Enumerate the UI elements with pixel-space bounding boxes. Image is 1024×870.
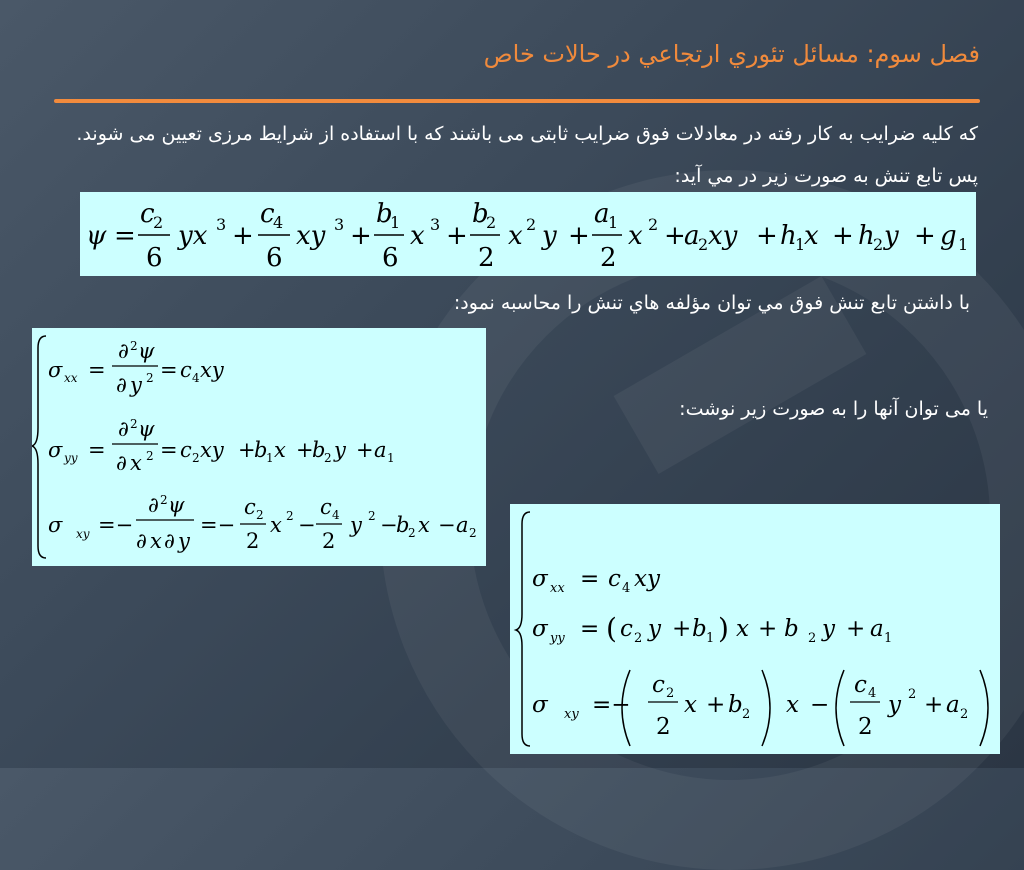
svg-text:=: = <box>88 358 106 382</box>
svg-text:2: 2 <box>153 213 164 232</box>
svg-text:σ: σ <box>532 692 548 718</box>
svg-text:+: + <box>446 221 468 251</box>
svg-text:h: h <box>858 221 875 251</box>
svg-text:2: 2 <box>368 509 376 523</box>
svg-text:=: = <box>160 438 178 462</box>
svg-text:1: 1 <box>608 213 619 232</box>
svg-text:4: 4 <box>192 371 200 385</box>
svg-text:b: b <box>784 616 799 642</box>
svg-text:=−: =− <box>98 513 134 537</box>
svg-text:+: + <box>232 221 254 251</box>
svg-text:y: y <box>334 438 346 462</box>
svg-text:−: − <box>298 513 316 537</box>
svg-text:+: + <box>350 221 372 251</box>
svg-text:2: 2 <box>130 339 138 353</box>
svg-text:y: y <box>542 221 557 251</box>
svg-text:ψ: ψ <box>168 493 185 517</box>
svg-text:∂: ∂ <box>118 339 129 363</box>
svg-text:2: 2 <box>808 631 817 646</box>
svg-text:c: c <box>608 566 621 592</box>
svg-text:yy: yy <box>64 451 78 465</box>
svg-text:+: + <box>756 221 778 251</box>
svg-text:x: x <box>786 692 799 718</box>
svg-text:2: 2 <box>742 707 751 722</box>
svg-text:2: 2 <box>160 493 168 507</box>
svg-text:+: + <box>672 616 692 642</box>
svg-text:c: c <box>244 495 256 519</box>
svg-text:y: y <box>648 616 661 642</box>
svg-text:(: ( <box>606 612 617 645</box>
svg-text:c: c <box>180 358 192 382</box>
svg-text:ψ: ψ <box>138 339 155 363</box>
svg-text:4: 4 <box>273 213 284 232</box>
svg-text:∂: ∂ <box>136 529 147 553</box>
svg-text:xy: xy <box>200 358 224 382</box>
svg-text:3: 3 <box>334 215 345 234</box>
svg-text:x: x <box>130 451 142 475</box>
svg-text:∂: ∂ <box>118 417 129 441</box>
svg-text:c: c <box>140 199 155 229</box>
svg-text:+: + <box>832 221 854 251</box>
svg-text:1: 1 <box>706 631 715 646</box>
svg-text:6: 6 <box>266 243 283 273</box>
svg-text:=: = <box>88 438 106 462</box>
svg-text:σ: σ <box>532 566 548 592</box>
svg-text:1: 1 <box>266 451 274 465</box>
svg-text:=−: =− <box>592 692 631 718</box>
svg-text:c: c <box>180 438 192 462</box>
svg-text:4: 4 <box>332 508 340 522</box>
svg-text:x: x <box>628 221 643 251</box>
svg-text:y: y <box>178 529 190 553</box>
svg-text:y: y <box>884 221 899 251</box>
svg-text:c: c <box>652 672 665 698</box>
svg-text:a: a <box>456 513 469 537</box>
svg-text:2: 2 <box>698 235 709 254</box>
svg-text:c: c <box>260 199 275 229</box>
slide-title: فصل سوم: مسائل تئوري ارتجاعي در حالات خاص <box>483 40 980 68</box>
svg-text:2: 2 <box>873 235 884 254</box>
svg-text:a: a <box>870 616 884 642</box>
svg-text:∂: ∂ <box>116 373 127 397</box>
svg-text:b: b <box>728 692 743 718</box>
svg-text:x: x <box>508 221 523 251</box>
svg-text:xx: xx <box>64 371 78 385</box>
svg-text:1: 1 <box>958 235 969 254</box>
svg-text:y: y <box>130 373 142 397</box>
svg-text:c: c <box>854 672 867 698</box>
svg-text:2: 2 <box>256 508 264 522</box>
svg-text:2: 2 <box>469 526 477 540</box>
svg-text:2: 2 <box>192 451 200 465</box>
svg-text:yy: yy <box>550 631 565 646</box>
svg-text:xy: xy <box>564 707 579 722</box>
svg-text:x: x <box>684 692 697 718</box>
svg-text:3: 3 <box>430 215 441 234</box>
svg-text:xy: xy <box>200 438 224 462</box>
svg-text:2: 2 <box>408 526 416 540</box>
svg-text:c: c <box>620 616 633 642</box>
svg-text:a: a <box>374 438 387 462</box>
paragraph-alternative-form: یا می توان آنها را به صورت زیر نوشت: <box>679 398 988 420</box>
svg-text:b: b <box>312 438 326 462</box>
svg-text:2: 2 <box>526 215 537 234</box>
svg-text:x: x <box>736 616 749 642</box>
svg-text:a: a <box>594 199 610 229</box>
svg-text:y: y <box>822 616 835 642</box>
svg-text:2: 2 <box>648 215 659 234</box>
svg-text:x: x <box>804 221 819 251</box>
svg-text:b: b <box>254 438 268 462</box>
svg-text:2: 2 <box>908 687 917 702</box>
svg-text:+: + <box>238 438 256 462</box>
svg-text:3: 3 <box>216 215 227 234</box>
svg-text:x: x <box>150 529 162 553</box>
svg-text:2: 2 <box>130 417 138 431</box>
svg-text:∂: ∂ <box>164 529 175 553</box>
svg-text:+: + <box>568 221 590 251</box>
svg-text:2: 2 <box>656 714 671 740</box>
svg-text:y: y <box>350 513 362 537</box>
svg-text:=: = <box>580 566 600 592</box>
svg-text:+: + <box>914 221 936 251</box>
svg-text:g: g <box>940 221 957 251</box>
svg-text:2: 2 <box>324 451 332 465</box>
svg-text:b: b <box>472 199 489 229</box>
svg-text:yx: yx <box>178 221 208 251</box>
svg-text:x: x <box>418 513 430 537</box>
svg-text:ψ: ψ <box>138 417 155 441</box>
svg-text:1: 1 <box>795 235 806 254</box>
svg-text:+: + <box>758 616 778 642</box>
svg-text:b: b <box>376 199 393 229</box>
svg-text:+: + <box>664 221 686 251</box>
svg-text:+: + <box>706 692 726 718</box>
svg-text:xy: xy <box>76 527 90 541</box>
svg-text:=: = <box>580 616 600 642</box>
svg-text:+: + <box>296 438 314 462</box>
svg-text:1: 1 <box>884 631 893 646</box>
svg-text:xy: xy <box>708 221 738 251</box>
svg-text:xy: xy <box>296 221 326 251</box>
svg-text:xx: xx <box>550 581 565 596</box>
stress-components-factored-equations <box>510 504 1000 754</box>
svg-text:2: 2 <box>146 449 154 463</box>
svg-text:2: 2 <box>322 529 336 553</box>
svg-text:xy: xy <box>634 566 660 592</box>
svg-text:2: 2 <box>600 243 617 273</box>
svg-text:2: 2 <box>246 529 260 553</box>
svg-text:2: 2 <box>666 686 675 701</box>
svg-text:2: 2 <box>286 509 294 523</box>
svg-text:x: x <box>410 221 425 251</box>
svg-text:a: a <box>684 221 700 251</box>
svg-text:=: = <box>160 358 178 382</box>
svg-text:σ: σ <box>532 616 548 642</box>
svg-text:a: a <box>946 692 960 718</box>
svg-text:σ: σ <box>48 513 63 537</box>
svg-text:b: b <box>692 616 707 642</box>
svg-text:+: + <box>924 692 944 718</box>
svg-text:σ: σ <box>48 438 63 462</box>
svg-text:=−: =− <box>200 513 236 537</box>
svg-text:∂: ∂ <box>116 451 127 475</box>
paragraph-stress-components: با داشتن تابع تنش فوق مي توان مؤلفه هاي تنش را محاسبه نمود: <box>453 292 970 314</box>
stress-function-equation <box>80 192 976 276</box>
svg-text:ψ: ψ <box>86 221 107 251</box>
svg-text:x: x <box>270 513 282 537</box>
svg-text:h: h <box>780 221 797 251</box>
title-underline <box>54 99 980 103</box>
svg-text:1: 1 <box>387 451 395 465</box>
svg-text:−: − <box>380 513 398 537</box>
svg-text:∂: ∂ <box>148 493 159 517</box>
svg-text:): ) <box>718 612 729 645</box>
svg-text:b: b <box>396 513 410 537</box>
svg-text:+: + <box>356 438 374 462</box>
svg-text:−: − <box>438 513 456 537</box>
stress-components-equations <box>32 328 486 566</box>
svg-text:2: 2 <box>858 714 873 740</box>
svg-text:4: 4 <box>868 686 877 701</box>
svg-text:2: 2 <box>478 243 495 273</box>
svg-text:c: c <box>320 495 332 519</box>
svg-text:y: y <box>888 692 901 718</box>
svg-text:+: + <box>846 616 866 642</box>
svg-text:2: 2 <box>146 371 154 385</box>
svg-text:2: 2 <box>486 213 497 232</box>
svg-text:4: 4 <box>622 581 631 596</box>
svg-text:6: 6 <box>382 243 399 273</box>
svg-text:2: 2 <box>960 707 969 722</box>
svg-text:1: 1 <box>390 213 401 232</box>
svg-text:2: 2 <box>634 631 643 646</box>
svg-text:6: 6 <box>146 243 163 273</box>
svg-text:=: = <box>114 221 136 251</box>
svg-text:−: − <box>810 692 830 718</box>
svg-text:σ: σ <box>48 358 63 382</box>
intro-paragraph: که کلیه ضرایب به کار رفته در معادلات فوق ضرایب ثابتی می باشند که با استفاده از شرایط مرزی تعیین می شوند. پس تابع تنش به صورت زیر در مي آید: <box>76 123 978 187</box>
svg-text:x: x <box>274 438 286 462</box>
